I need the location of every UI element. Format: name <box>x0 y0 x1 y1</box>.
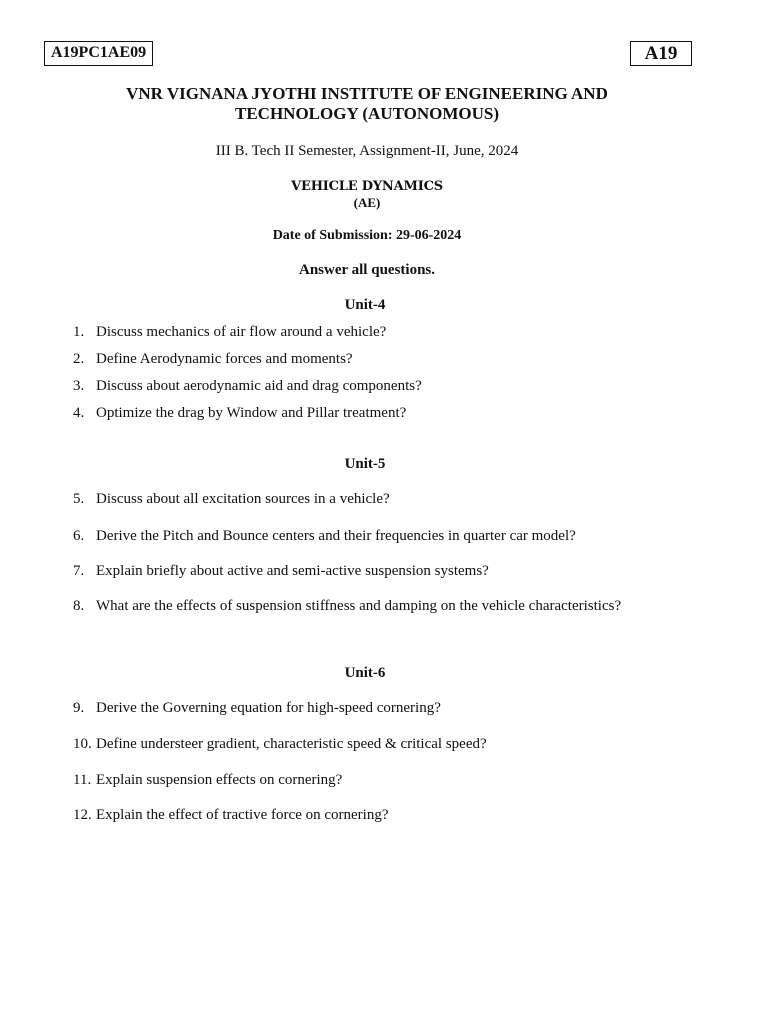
unit-heading: Unit-4 <box>344 297 386 313</box>
question-number: 5. <box>73 491 85 507</box>
subject-block <box>0 179 734 211</box>
institution-title-line2: TECHNOLOGY (AUTONOMOUS) <box>235 104 499 123</box>
question-item <box>73 562 489 580</box>
question-text: Define Aerodynamic forces and moments? <box>96 351 353 367</box>
question-text: Discuss mechanics of air flow around a vehicle? <box>96 324 387 340</box>
question-item <box>73 377 422 395</box>
unit-heading: Unit-5 <box>344 456 386 472</box>
course-code: A19PC1AE09 <box>51 44 147 61</box>
question-number: 1. <box>73 324 85 340</box>
regulation-code: A19 <box>644 43 678 64</box>
question-text: Explain the effect of tractive force on cornering? <box>96 807 389 823</box>
question-item <box>73 771 342 789</box>
question-text: Derive the Pitch and Bounce centers and their frequencies in quarter car model? <box>96 528 576 544</box>
instruction-text: Answer all questions. <box>299 262 435 278</box>
branch-name: (AE) <box>353 195 381 210</box>
regulation-box <box>630 41 692 66</box>
question-text: Explain suspension effects on cornering? <box>96 772 343 788</box>
question-text: Discuss about aerodynamic aid and drag components? <box>96 378 422 394</box>
question-number: 12. <box>73 807 92 823</box>
unit-heading: Unit-6 <box>344 665 386 681</box>
question-text: Derive the Governing equation for high-speed cornering? <box>96 700 441 716</box>
question-number: 2. <box>73 351 85 367</box>
question-item <box>73 699 441 717</box>
question-item <box>73 527 576 545</box>
question-item <box>73 490 390 508</box>
course-code-box <box>44 41 153 66</box>
question-number: 8. <box>73 598 85 614</box>
question-text: What are the effects of suspension stiffness and damping on the vehicle characteristics? <box>96 598 622 614</box>
question-number: 10. <box>73 736 92 752</box>
question-number: 11. <box>73 772 92 788</box>
submission-date: Date of Submission: 29-06-2024 <box>272 228 462 243</box>
question-item <box>73 350 353 368</box>
question-item <box>73 404 406 422</box>
question-text: Optimize the drag by Window and Pillar treatment? <box>96 405 407 421</box>
question-item <box>73 806 389 824</box>
question-item <box>73 735 487 753</box>
question-text: Discuss about all excitation sources in a vehicle? <box>96 491 390 507</box>
question-item <box>73 323 386 341</box>
question-text: Explain briefly about active and semi-active suspension systems? <box>96 563 489 579</box>
question-number: 4. <box>73 405 85 421</box>
question-number: 6. <box>73 528 85 544</box>
question-item <box>73 597 621 615</box>
subject-name: VEHICLE DYNAMICS <box>291 179 443 194</box>
semester-line: III B. Tech II Semester, Assignment-II, June, 2024 <box>215 143 519 159</box>
question-number: 9. <box>73 700 85 716</box>
institution-title-line1: VNR VIGNANA JYOTHI INSTITUTE OF ENGINEERING AND <box>126 84 608 103</box>
institution-title <box>0 84 734 124</box>
question-text: Define understeer gradient, characteristic speed & critical speed? <box>96 736 487 752</box>
question-number: 7. <box>73 563 85 579</box>
question-number: 3. <box>73 378 85 394</box>
